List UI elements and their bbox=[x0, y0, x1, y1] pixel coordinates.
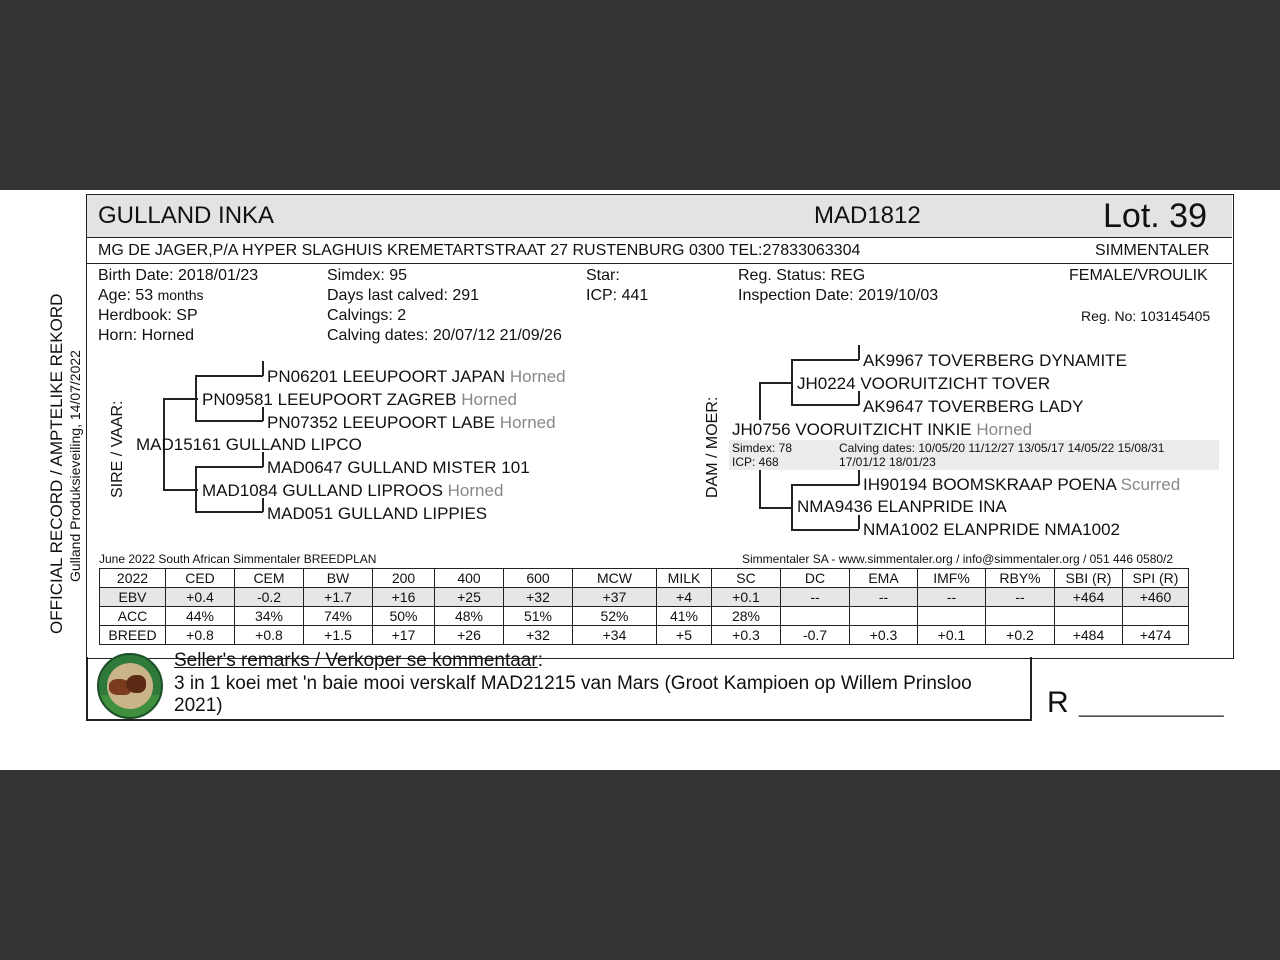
table-cell: -- bbox=[986, 588, 1055, 607]
dam-connector-1 bbox=[858, 345, 860, 360]
table-cell: 44% bbox=[166, 607, 235, 626]
table-header-cell: 200 bbox=[373, 569, 435, 588]
table-cell: 51% bbox=[504, 607, 573, 626]
sire-dam-bracket-top bbox=[195, 466, 263, 468]
table-cell: 74% bbox=[304, 607, 373, 626]
dam-sire-sire: AK9967 TOVERBERG DYNAMITE bbox=[863, 351, 1127, 370]
dam-connector-4 bbox=[858, 515, 860, 529]
herdbook: Herdbook: SP bbox=[98, 307, 198, 324]
table-cell: +0.3 bbox=[850, 626, 918, 645]
dam-down-bracket-bottom bbox=[759, 507, 793, 509]
simmentaler-logo bbox=[97, 653, 163, 719]
table-cell: 52% bbox=[573, 607, 657, 626]
remarks-text-line-1: 3 in 1 koei met 'n baie mooi verskalf MAD21215 van Mars (Groot Kampioen op Willem Prinsloo bbox=[174, 673, 972, 694]
remarks-heading bbox=[174, 650, 543, 672]
table-cell bbox=[850, 607, 918, 626]
table-cell: 41% bbox=[657, 607, 712, 626]
table-cell: -- bbox=[918, 588, 986, 607]
table-header-cell: 400 bbox=[435, 569, 504, 588]
sire: MAD15161 GULLAND LIPCO bbox=[136, 435, 362, 454]
birth-date: Birth Date: 2018/01/23 bbox=[98, 267, 259, 284]
owner-address: MG DE JAGER,P/A HYPER SLAGHUIS KREMETARTSTRAAT 27 RUSTENBURG 0300 TEL:27833063304 bbox=[98, 242, 861, 259]
dam-calving-dates-2: 17/01/12 18/01/23 bbox=[839, 455, 936, 469]
sire-connector-1 bbox=[262, 361, 264, 376]
table-cell bbox=[1123, 607, 1189, 626]
table-cell: +32 bbox=[504, 626, 573, 645]
icp: ICP: 441 bbox=[586, 287, 649, 304]
age bbox=[98, 287, 204, 305]
sire-sire-name: PN09581 LEEUPOORT ZAGREB bbox=[202, 390, 457, 409]
card-left-line-lower bbox=[86, 657, 88, 721]
dam-dam-dam: NMA1002 ELANPRIDE NMA1002 bbox=[863, 520, 1121, 539]
price-label: R bbox=[1047, 686, 1069, 719]
table-cell: +26 bbox=[435, 626, 504, 645]
dam-horn: Horned bbox=[976, 420, 1033, 439]
breed-name: SIMMENTALER bbox=[1095, 242, 1210, 259]
dam-dam-bracket bbox=[791, 484, 793, 530]
dam-sire-dam: AK9647 TOVERBERG LADY bbox=[863, 397, 1084, 416]
table-cell: +474 bbox=[1123, 626, 1189, 645]
sire-dam-sire: MAD0647 GULLAND MISTER 101 bbox=[267, 458, 530, 477]
table-header-cell: DC bbox=[781, 569, 850, 588]
dam-name: JH0756 VOORUITZICHT INKIE bbox=[732, 420, 972, 439]
inspection-date: Inspection Date: 2019/10/03 bbox=[738, 287, 939, 304]
days-last-calved: Days last calved: 291 bbox=[327, 287, 480, 304]
dam-label: DAM / MOER: bbox=[704, 396, 721, 498]
dam-dam: NMA9436 ELANPRIDE INA bbox=[797, 497, 1007, 516]
table-header-cell: 2022 bbox=[100, 569, 166, 588]
remarks-heading-text: Seller's remarks / Verkoper se kommentaar bbox=[174, 650, 538, 671]
sire-sire bbox=[202, 390, 517, 410]
table-row-breed bbox=[100, 626, 1189, 645]
sire-sire-dam-name: PN07352 LEEUPOORT LABE bbox=[267, 413, 496, 432]
sire-bracket-bottom bbox=[163, 489, 198, 491]
table-cell: +34 bbox=[573, 626, 657, 645]
table-cell: 50% bbox=[373, 607, 435, 626]
star: Star: bbox=[586, 267, 620, 284]
dam-dam-sire-horn: Scurred bbox=[1120, 475, 1181, 494]
table-cell: +37 bbox=[573, 588, 657, 607]
table-cell: -- bbox=[781, 588, 850, 607]
sire-dam-dam: MAD051 GULLAND LIPPIES bbox=[267, 504, 488, 523]
table-header-cell: BW bbox=[304, 569, 373, 588]
table-cell: ACC bbox=[100, 607, 166, 626]
table-cell: -0.2 bbox=[235, 588, 304, 607]
table-cell: +0.1 bbox=[918, 626, 986, 645]
table-cell: +464 bbox=[1055, 588, 1123, 607]
table-cell: +4 bbox=[657, 588, 712, 607]
table-header-cell: EMA bbox=[850, 569, 918, 588]
table-cell: +17 bbox=[373, 626, 435, 645]
dam-sire-bracket bbox=[791, 359, 793, 405]
table-cell: +32 bbox=[504, 588, 573, 607]
table-header-cell: CEM bbox=[235, 569, 304, 588]
breedplan-table bbox=[99, 568, 1189, 645]
table-cell bbox=[781, 607, 850, 626]
table-cell: +0.8 bbox=[235, 626, 304, 645]
table-cell: 34% bbox=[235, 607, 304, 626]
side-subtitle: Gulland Produksieveiling, 14/07/2022 bbox=[67, 350, 83, 582]
breedplan-contact: Simmentaler SA - www.simmentaler.org / info@simmentaler.org / 051 446 0580/2 bbox=[742, 552, 1174, 566]
dam-down-bracket bbox=[759, 470, 761, 508]
dam bbox=[732, 420, 1032, 440]
table-cell: +1.7 bbox=[304, 588, 373, 607]
table-cell: BREED bbox=[100, 626, 166, 645]
age-value: Age: 53 bbox=[98, 287, 154, 304]
table-cell bbox=[986, 607, 1055, 626]
table-header-cell: SC bbox=[712, 569, 781, 588]
dam-sire-bracket-top bbox=[791, 359, 859, 361]
sire-sire-sire-name: PN06201 LEEUPOORT JAPAN bbox=[267, 367, 506, 386]
dam-simdex: Simdex: 78 bbox=[732, 441, 793, 455]
sire-dam-horn: Horned bbox=[447, 481, 504, 500]
table-header-cell: 600 bbox=[504, 569, 573, 588]
dam-dam-sire bbox=[863, 475, 1180, 495]
dam-dam-sire-name: IH90194 BOOMSKRAAP POENA bbox=[863, 475, 1116, 494]
table-cell: +0.8 bbox=[166, 626, 235, 645]
sire-dam-bracket bbox=[195, 466, 197, 512]
table-header-cell: RBY% bbox=[986, 569, 1055, 588]
sire-sire-dam-horn: Horned bbox=[499, 413, 556, 432]
dam-dam-bracket-top bbox=[791, 484, 859, 486]
table-cell: -0.7 bbox=[781, 626, 850, 645]
table-cell: +0.1 bbox=[712, 588, 781, 607]
remarks-heading-colon: : bbox=[537, 650, 543, 671]
table-cell: -- bbox=[850, 588, 918, 607]
table-header-cell: SBI (R) bbox=[1055, 569, 1123, 588]
sire-sire-sire-horn: Horned bbox=[509, 367, 566, 386]
table-cell: 28% bbox=[712, 607, 781, 626]
table-cell bbox=[918, 607, 986, 626]
sire-dam-name: MAD1084 GULLAND LIPROOS bbox=[202, 481, 443, 500]
table-header-cell: CED bbox=[166, 569, 235, 588]
dam-sire-bracket-bottom bbox=[791, 404, 859, 406]
side-title: OFFICIAL RECORD / AMPTELIKE REKORD bbox=[47, 293, 66, 634]
table-cell: +25 bbox=[435, 588, 504, 607]
table-header-cell: MILK bbox=[657, 569, 712, 588]
table-cell: +5 bbox=[657, 626, 712, 645]
dam-up-bracket bbox=[759, 382, 761, 420]
dam-dam-bracket-bottom bbox=[791, 529, 859, 531]
sire-sire-dam bbox=[267, 413, 556, 433]
dam-calving-dates-1: Calving dates: 10/05/20 11/12/27 13/05/17 14/05/22 15/08/31 bbox=[839, 441, 1165, 455]
sire-dam-bracket-bottom bbox=[195, 511, 263, 513]
reg-status: Reg. Status: REG bbox=[738, 267, 866, 284]
sire-bracket-top bbox=[163, 398, 198, 400]
table-row-header bbox=[100, 569, 1189, 588]
sire-sire-sire bbox=[267, 367, 566, 387]
sire-dam bbox=[202, 481, 503, 501]
dam-connector-3 bbox=[858, 470, 860, 485]
table-cell: +484 bbox=[1055, 626, 1123, 645]
table-header-cell: MCW bbox=[573, 569, 657, 588]
table-cell: +460 bbox=[1123, 588, 1189, 607]
table-row-acc bbox=[100, 607, 1189, 626]
table-cell: +0.3 bbox=[712, 626, 781, 645]
sire-label: SIRE / VAAR: bbox=[109, 400, 126, 498]
sire-sire-bracket-bottom bbox=[195, 420, 263, 422]
age-unit: months bbox=[157, 287, 204, 303]
table-cell: +0.2 bbox=[986, 626, 1055, 645]
table-cell: +0.4 bbox=[166, 588, 235, 607]
animal-id: MAD1812 bbox=[814, 202, 921, 229]
price-blank-line: __________ bbox=[1079, 688, 1224, 718]
dam-icp: ICP: 468 bbox=[732, 455, 779, 469]
table-cell: +16 bbox=[373, 588, 435, 607]
sex: FEMALE/VROULIK bbox=[1069, 267, 1208, 284]
table-cell: +1.5 bbox=[304, 626, 373, 645]
table-header-cell: SPI (R) bbox=[1123, 569, 1189, 588]
animal-name: GULLAND INKA bbox=[98, 202, 275, 229]
reg-number: Reg. No: 103145405 bbox=[1081, 308, 1211, 324]
remarks-text-line-2: 2021) bbox=[174, 695, 223, 716]
lot-number: Lot. 39 bbox=[1103, 197, 1207, 235]
calvings: Calvings: 2 bbox=[327, 307, 407, 324]
breedplan-caption: June 2022 South African Simmentaler BREEDPLAN bbox=[99, 552, 377, 566]
price-box-left bbox=[1030, 657, 1032, 721]
calving-dates: Calving dates: 20/07/12 21/09/26 bbox=[327, 327, 562, 344]
sire-sire-horn: Horned bbox=[461, 390, 517, 409]
dam-sire: JH0224 VOORUITZICHT TOVER bbox=[797, 374, 1051, 393]
table-cell: 48% bbox=[435, 607, 504, 626]
table-row-ebv bbox=[100, 588, 1189, 607]
table-header-cell: IMF% bbox=[918, 569, 986, 588]
sire-sire-bracket bbox=[195, 375, 197, 421]
horn-status: Horn: Horned bbox=[98, 327, 195, 344]
dam-up-bracket-top bbox=[759, 382, 793, 384]
card-bottom-line-left bbox=[86, 719, 1032, 721]
table-cell bbox=[1055, 607, 1123, 626]
simdex: Simdex: 95 bbox=[327, 267, 408, 284]
table-cell: EBV bbox=[100, 588, 166, 607]
sire-sire-bracket-top bbox=[195, 375, 263, 377]
